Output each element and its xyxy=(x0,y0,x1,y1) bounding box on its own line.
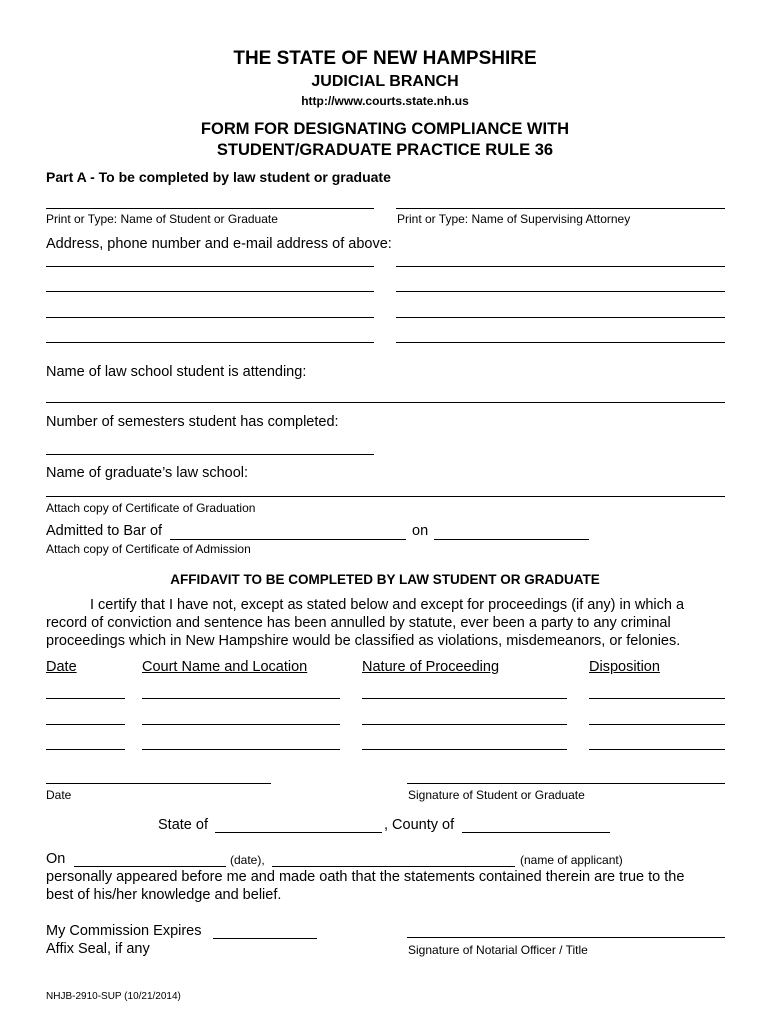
law-school-field[interactable] xyxy=(46,402,725,403)
form-code: NHJB-2910-SUP (10/21/2014) xyxy=(46,991,181,1002)
notary-signature-field[interactable] xyxy=(407,937,725,938)
semesters-field[interactable] xyxy=(46,454,374,455)
county-field[interactable] xyxy=(462,832,610,833)
proceeding-disposition-field[interactable] xyxy=(589,724,725,725)
student-signature-field[interactable] xyxy=(407,783,725,784)
commission-expires-label: My Commission Expires xyxy=(46,923,202,939)
attorney-name-field[interactable] xyxy=(396,208,725,209)
proceeding-date-field[interactable] xyxy=(46,749,125,750)
notary-on-label: On xyxy=(46,851,66,867)
attorney-address-line-3[interactable] xyxy=(396,317,725,318)
commission-expires-field[interactable] xyxy=(213,938,317,939)
notary-date-field[interactable] xyxy=(74,866,226,867)
attorney-address-line-4[interactable] xyxy=(396,342,725,343)
column-header-date: Date xyxy=(46,659,77,675)
admitted-bar-field[interactable] xyxy=(170,539,406,540)
admitted-date-field[interactable] xyxy=(434,539,589,540)
graduate-school-label: Name of graduate’s law school: xyxy=(46,465,249,481)
notary-date-label: (date), xyxy=(230,853,265,867)
affix-seal-label: Affix Seal, if any xyxy=(46,941,150,957)
oath-text-line-1: personally appeared before me and made oath that the statements contained therein are true to the xyxy=(46,869,685,885)
student-address-line-4[interactable] xyxy=(46,342,374,343)
proceeding-date-field[interactable] xyxy=(46,698,125,699)
proceeding-court-field[interactable] xyxy=(142,698,340,699)
applicant-name-label: (name of applicant) xyxy=(520,853,623,867)
address-label: Address, phone number and e-mail address of above: xyxy=(46,236,392,252)
proceeding-court-field[interactable] xyxy=(142,749,340,750)
attorney-name-label: Print or Type: Name of Supervising Attorney xyxy=(397,212,631,226)
affidavit-text-line-2: record of conviction and sentence has been annulled by statute, ever been a party to any criminal xyxy=(46,615,671,631)
student-address-line-1[interactable] xyxy=(46,266,374,267)
proceeding-nature-field[interactable] xyxy=(362,724,567,725)
applicant-name-field[interactable] xyxy=(272,866,515,867)
affidavit-text-line-1: I certify that I have not, except as stated below and except for proceedings (if any) in which a xyxy=(90,597,685,613)
certificate-admission-note: Attach copy of Certificate of Admission xyxy=(46,542,251,556)
student-address-line-3[interactable] xyxy=(46,317,374,318)
student-name-field[interactable] xyxy=(46,208,374,209)
column-header-nature: Nature of Proceeding xyxy=(362,659,500,675)
attorney-address-line-1[interactable] xyxy=(396,266,725,267)
branch-title: JUDICIAL BRANCH xyxy=(311,73,459,90)
affidavit-date-label: Date xyxy=(46,788,72,802)
county-of-label: , County of xyxy=(384,817,455,833)
attorney-address-line-2[interactable] xyxy=(396,291,725,292)
form-title-line-2: STUDENT/GRADUATE PRACTICE RULE 36 xyxy=(216,141,554,159)
student-signature-label: Signature of Student or Graduate xyxy=(408,788,585,802)
graduate-school-field[interactable] xyxy=(46,496,725,497)
court-url: http://www.courts.state.nh.us xyxy=(301,94,469,108)
column-header-disposition: Disposition xyxy=(589,659,660,675)
student-address-line-2[interactable] xyxy=(46,291,374,292)
proceeding-disposition-field[interactable] xyxy=(589,698,725,699)
law-school-label: Name of law school student is attending: xyxy=(46,364,307,380)
state-field[interactable] xyxy=(215,832,382,833)
affidavit-heading: AFFIDAVIT TO BE COMPLETED BY LAW STUDENT OR GRADUATE xyxy=(170,572,600,587)
part-a-heading: Part A - To be completed by law student or graduate xyxy=(46,169,391,185)
oath-text-line-2: best of his/her knowledge and belief. xyxy=(46,887,282,903)
proceeding-nature-field[interactable] xyxy=(362,749,567,750)
affidavit-date-field[interactable] xyxy=(46,783,271,784)
column-header-court: Court Name and Location xyxy=(142,659,308,675)
notary-signature-label: Signature of Notarial Officer / Title xyxy=(408,943,588,957)
proceeding-court-field[interactable] xyxy=(142,724,340,725)
student-name-label: Print or Type: Name of Student or Graduate xyxy=(46,212,278,226)
semesters-label: Number of semesters student has completed: xyxy=(46,414,339,430)
proceeding-nature-field[interactable] xyxy=(362,698,567,699)
form-title-line-1: FORM FOR DESIGNATING COMPLIANCE WITH xyxy=(200,120,570,138)
admitted-bar-label: Admitted to Bar of xyxy=(46,523,163,539)
admitted-on-label: on xyxy=(412,523,429,539)
state-of-label: State of xyxy=(158,817,208,833)
proceeding-date-field[interactable] xyxy=(46,724,125,725)
proceeding-disposition-field[interactable] xyxy=(589,749,725,750)
certificate-graduation-note: Attach copy of Certificate of Graduation xyxy=(46,501,256,515)
state-title: THE STATE OF NEW HAMPSHIRE xyxy=(233,48,537,69)
affidavit-text-line-3: proceedings which in New Hampshire would be classified as violations, misdemeanors, or felonies. xyxy=(46,633,681,649)
